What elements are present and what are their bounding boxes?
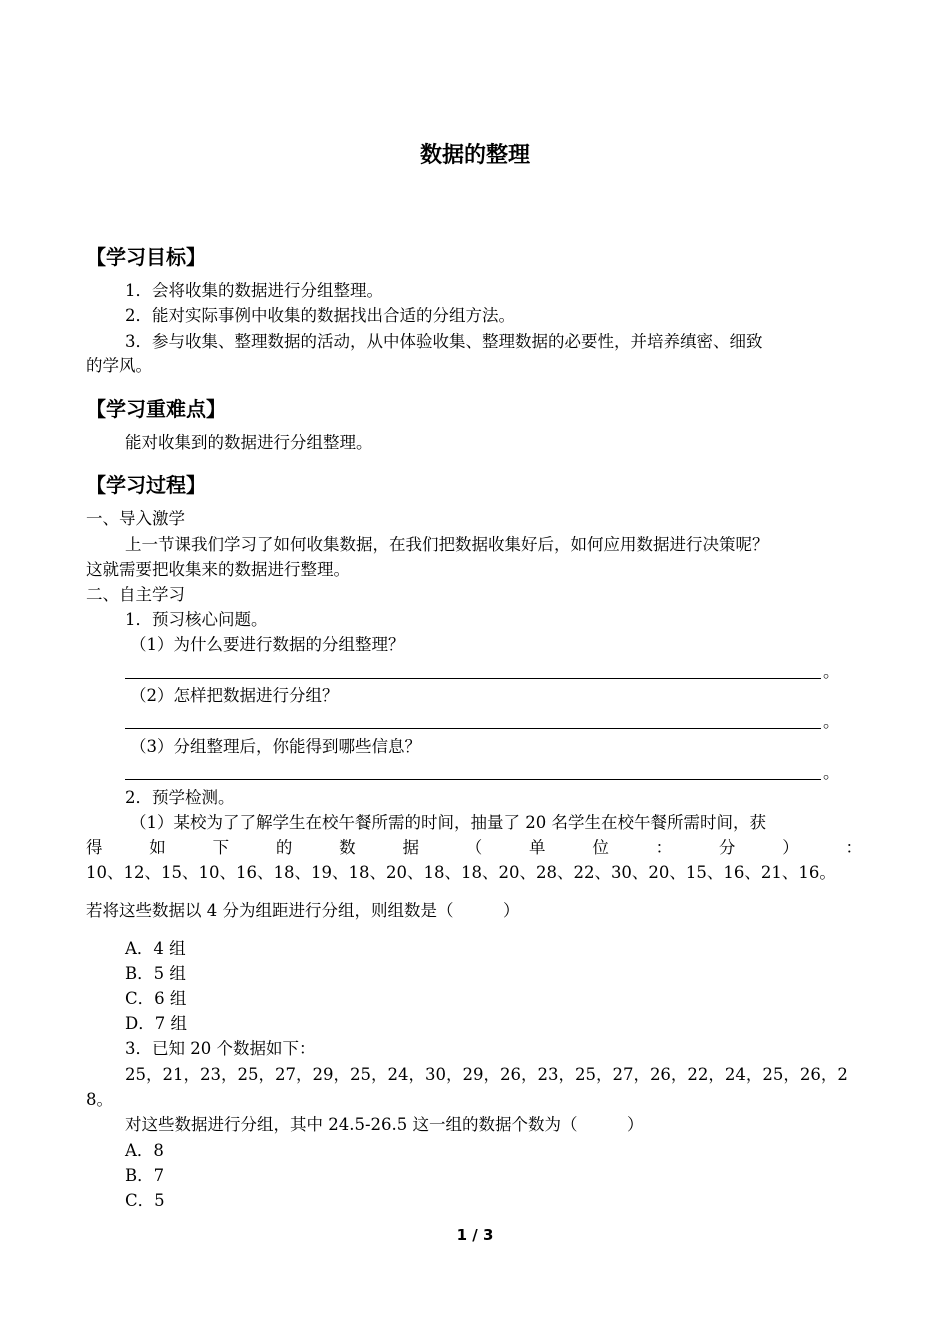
part1-text: 上一节课我们学习了如何收集数据，在我们把数据收集好后，如何应用数据进行决策呢？ (125, 535, 769, 554)
q3-option-c[interactable]: C．5 (125, 1191, 165, 1210)
q2-option-b[interactable]: B．5 组 (125, 964, 186, 983)
q2-data-values: 10、12、15、10、16、18、19、18、20、18、18、20、28、22、30、20、15、16、21、16。 (86, 863, 836, 882)
q2-option-a[interactable]: A．4 组 (125, 939, 186, 958)
q2-option-c[interactable]: C．6 组 (125, 989, 187, 1008)
key-points-heading: 【学习重难点】 (86, 397, 226, 421)
objective-item: 3．参与收集、整理数据的活动，从中体验收集、整理数据的必要性，并培养缜密、细致 (125, 332, 763, 351)
q2-title: 2．预学检测。 (125, 788, 235, 807)
q1-sub-question: （1）为什么要进行数据的分组整理？ (130, 635, 405, 654)
part1-text-continuation: 这就需要把收集来的数据进行整理。 (86, 560, 350, 579)
q3-option-b[interactable]: B．7 (125, 1166, 165, 1185)
part1-title: 一、导入激学 (86, 509, 185, 528)
q2-problem-text: （1）某校为了了解学生在校午餐所需的时间，抽量了 20 名学生在校午餐所需时间，获 (130, 813, 766, 832)
q1-sub-question: （3）分组整理后，你能得到哪些信息？ (130, 737, 421, 756)
page-number: 1 / 3 (456, 1226, 494, 1244)
blank-end-mark: 。 (823, 712, 840, 731)
page-title: 数据的整理 (419, 143, 530, 168)
q2-problem-text-justified: 得 如 下 的 数 据 （ 单 位 ： 分 ） ： (86, 838, 862, 857)
part2-title: 二、自主学习 (86, 585, 185, 604)
q2-option-d[interactable]: D．7 组 (125, 1014, 187, 1033)
q3-option-a[interactable]: A．8 (125, 1141, 164, 1160)
answer-blank-line[interactable] (125, 779, 821, 780)
answer-blank-line[interactable] (125, 728, 821, 729)
objective-item-continuation: 的学风。 (86, 356, 152, 375)
blank-end-mark: 。 (823, 662, 840, 681)
answer-blank-line[interactable] (125, 678, 821, 679)
q2-question: 若将这些数据以 4 分为组距进行分组，则组数是（ ） (86, 901, 520, 920)
q3-title: 3．已知 20 个数据如下： (125, 1039, 316, 1058)
q3-question: 对这些数据进行分组，其中 24.5-26.5 这一组的数据个数为（ ） (125, 1115, 644, 1134)
q3-data-values: 25，21，23，25，27，29，25，24，30，29，26，23，25，27，26，22，24，25，26，2 (125, 1065, 848, 1084)
process-heading: 【学习过程】 (86, 473, 206, 497)
q1-title: 1．预习核心问题。 (125, 610, 268, 629)
objective-item: 1．会将收集的数据进行分组整理。 (125, 281, 383, 300)
q1-sub-question: （2）怎样把数据进行分组？ (130, 686, 339, 705)
objectives-heading: 【学习目标】 (86, 245, 206, 269)
blank-end-mark: 。 (823, 763, 840, 782)
key-points-text: 能对收集到的数据进行分组整理。 (125, 433, 373, 452)
q3-data-values-continuation: 8。 (86, 1090, 113, 1109)
objective-item: 2．能对实际事例中收集的数据找出合适的分组方法。 (125, 306, 515, 325)
